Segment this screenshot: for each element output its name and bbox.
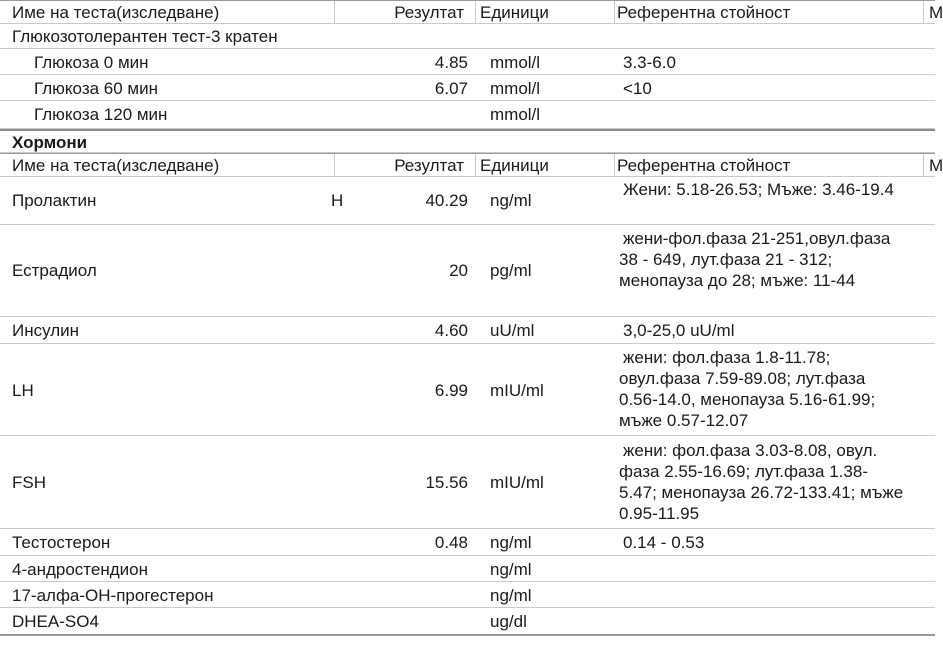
test-units: ng/ml [490,533,532,552]
test-reference: жени: фол.фаза 3.03-8.08, овул. фаза 2.55-16.69; лут.фаза 1.38-5.47; менопауза 26.72-133.41; мъже 0.95-11.95 [619,441,904,523]
test-name: LH [12,381,34,400]
test-units: uU/ml [490,321,535,340]
test-name: 4-андростендион [12,560,148,579]
test-units: mmol/l [490,79,541,98]
test-units: ug/dl [490,612,527,631]
col-extra-header: М [929,3,943,22]
test-name: Естрадиол [12,261,97,280]
test-units: mIU/ml [490,473,544,492]
table-row [0,556,935,582]
test-name: 17-алфа-ОН-прогестерон [12,586,214,605]
test-units: ng/ml [490,560,532,579]
col-name-header: Име на теста(изследване) [12,156,220,175]
test-reference: <10 [623,79,652,98]
table-row [0,344,935,436]
table-row [0,101,935,129]
table-row [0,49,935,75]
test-reference: Жени: 5.18-26.53; Мъже: 3.46-19.4 [623,180,894,199]
table-row [0,608,935,636]
test-result: 15.56 [425,473,468,492]
table-row [0,317,935,344]
test-name: Глюкоза 0 мин [34,53,149,72]
test-units: mIU/ml [490,381,544,400]
test-result: 6.99 [434,381,468,400]
test-units: ng/ml [490,586,532,605]
table-row [0,225,935,317]
col-units-header: Единици [480,3,549,22]
group-title-glucose [0,24,935,49]
test-reference: 3.3-6.0 [623,53,676,72]
test-name: Инсулин [12,321,80,340]
table-header [0,0,943,24]
table-header [0,153,943,177]
test-result: 4.85 [434,53,468,72]
test-units: pg/ml [490,261,532,280]
table-row [0,75,935,101]
test-name: FSH [12,473,46,492]
test-units: ng/ml [490,191,532,210]
test-name: Глюкоза 60 мин [34,79,158,98]
test-result: 0.48 [434,533,468,552]
test-name: Глюкоза 120 мин [34,105,168,124]
table-row [0,436,935,529]
test-result: 6.07 [434,79,468,98]
test-name: DHEA-SO4 [12,612,99,631]
section-title-text: Хормони [12,133,88,152]
test-name: Тестостерон [12,533,111,552]
col-result-header: Резултат [394,3,464,22]
col-units-header: Единици [480,156,549,175]
test-reference: 3,0-25,0 uU/ml [623,321,735,340]
col-extra-header: М [929,156,943,175]
test-name: Пролактин [12,191,97,210]
table-row [0,177,935,225]
col-reference-header: Референтна стойност [617,156,791,175]
test-units: mmol/l [490,53,541,72]
col-reference-header: Референтна стойност [617,3,791,22]
col-result-header: Резултат [394,156,464,175]
table-row [0,582,935,608]
test-result: 40.29 [425,191,468,210]
test-flag: H [331,191,344,210]
test-reference: жени: фол.фаза 1.8-11.78; овул.фаза 7.59-89.08; лут.фаза 0.56-14.0, менопауза 5.16-61.99; мъже 0.57-12.07 [619,348,876,430]
test-result: 4.60 [434,321,468,340]
section-title-hormones [0,129,935,153]
col-name-header: Име на теста(изследване) [12,3,220,22]
test-reference: жени-фол.фаза 21-251,овул.фаза 38 - 649, лут.фаза 21 - 312; менопауза до 28; мъже: 11-44 [619,229,891,290]
table-row [0,529,935,556]
group-title-text: Глюкозотолерантен тест-3 кратен [12,27,278,46]
test-reference: 0.14 - 0.53 [623,533,705,552]
test-result: 20 [449,261,468,280]
test-units: mmol/l [490,105,541,124]
